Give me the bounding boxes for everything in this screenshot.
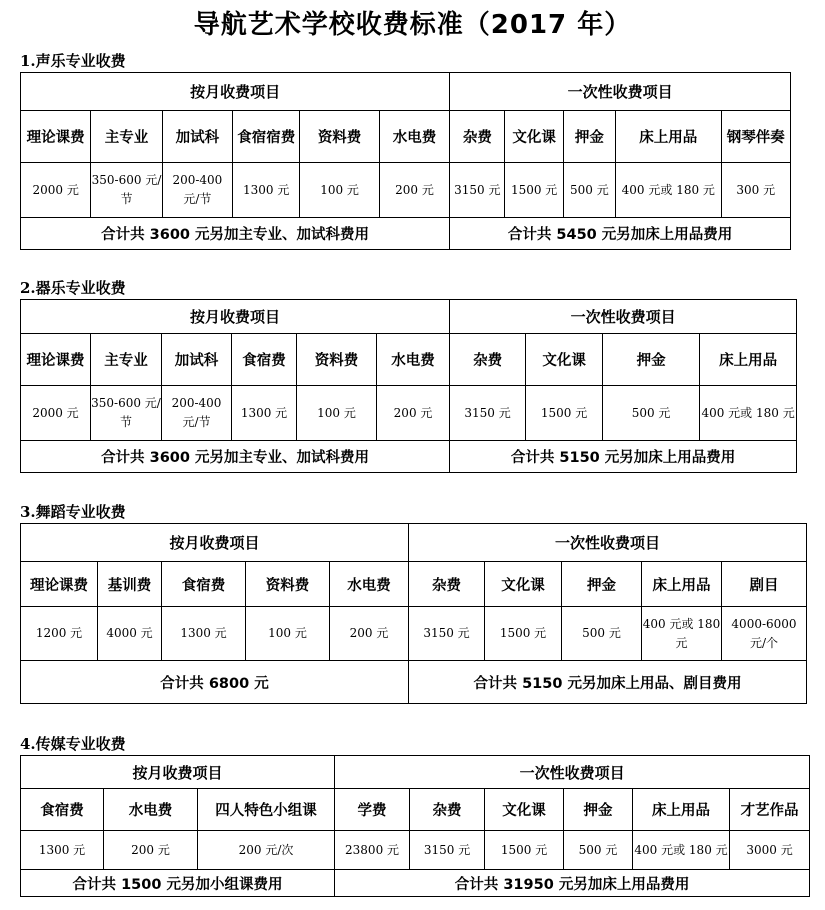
one-time-header: 一次性收费项目 <box>450 73 791 111</box>
fee-label: 理论课费 <box>21 111 91 163</box>
one-time-total: 合计共 31950 元另加床上用品费用 <box>335 870 810 897</box>
one-time-header: 一次性收费项目 <box>450 300 797 334</box>
fee-label: 才艺作品 <box>730 789 810 831</box>
fee-value: 1500 元 <box>505 163 563 218</box>
fee-label: 水电费 <box>330 562 409 607</box>
fee-table-dance <box>20 523 807 704</box>
fee-label: 加试科 <box>162 334 232 386</box>
fee-label: 主专业 <box>91 111 162 163</box>
fee-label: 资料费 <box>246 562 330 607</box>
fee-label: 杂费 <box>410 789 485 831</box>
monthly-total: 合计共 3600 元另加主专业、加试科费用 <box>21 441 450 473</box>
fee-label: 押金 <box>603 334 700 386</box>
fee-label: 水电费 <box>104 789 198 831</box>
fee-label: 食宿费 <box>21 789 104 831</box>
fee-value: 200 元 <box>377 386 450 441</box>
fee-value: 1200 元 <box>21 607 98 661</box>
section-title: 4.传媒专业收费 <box>20 735 126 753</box>
monthly-total: 合计共 1500 元另加小组课费用 <box>21 870 335 897</box>
fee-label: 主专业 <box>91 334 162 386</box>
fee-label: 资料费 <box>297 334 377 386</box>
fee-label: 基训费 <box>98 562 162 607</box>
one-time-total: 合计共 5150 元另加床上用品费用 <box>450 441 797 473</box>
fee-label: 食宿费 <box>232 334 297 386</box>
fee-value: 400 元或 180 元 <box>616 163 722 218</box>
fee-label: 杂费 <box>409 562 485 607</box>
fee-value: 500 元 <box>603 386 700 441</box>
fee-value: 2000 元 <box>21 386 91 441</box>
fee-value: 350-600 元/节 <box>91 386 162 441</box>
fee-label: 理论课费 <box>21 562 98 607</box>
fee-value: 100 元 <box>246 607 330 661</box>
fee-value: 200 元 <box>379 163 449 218</box>
monthly-total: 合计共 6800 元 <box>21 661 409 704</box>
fee-value: 200 元/次 <box>198 831 335 870</box>
fee-value: 350-600 元/节 <box>91 163 162 218</box>
fee-label: 文化课 <box>505 111 563 163</box>
fee-table-instrumental <box>20 299 797 473</box>
fee-value: 300 元 <box>721 163 790 218</box>
fee-label: 加试科 <box>162 111 232 163</box>
fee-value: 400 元或 180 元 <box>642 607 722 661</box>
fee-value: 4000-6000 元/个 <box>722 607 807 661</box>
fee-value: 1300 元 <box>21 831 104 870</box>
fee-label: 钢琴伴奏 <box>721 111 790 163</box>
fee-label: 杂费 <box>450 111 505 163</box>
fee-value: 200 元 <box>330 607 409 661</box>
fee-value: 2000 元 <box>21 163 91 218</box>
fee-value: 500 元 <box>563 163 615 218</box>
fee-label: 床上用品 <box>633 789 730 831</box>
fee-value: 3150 元 <box>410 831 485 870</box>
fee-value: 1300 元 <box>233 163 300 218</box>
fee-value: 1300 元 <box>162 607 246 661</box>
fee-label: 床上用品 <box>616 111 722 163</box>
fee-label: 文化课 <box>526 334 603 386</box>
fee-label: 食宿费 <box>162 562 246 607</box>
fee-label: 理论课费 <box>21 334 91 386</box>
one-time-total: 合计共 5150 元另加床上用品、剧目费用 <box>409 661 807 704</box>
fee-value: 400 元或 180 元 <box>633 831 730 870</box>
fee-value: 3150 元 <box>450 386 526 441</box>
section-title: 1.声乐专业收费 <box>20 52 126 70</box>
section-title: 3.舞蹈专业收费 <box>20 503 126 521</box>
fee-label: 食宿宿费 <box>233 111 300 163</box>
fee-value: 500 元 <box>562 607 642 661</box>
fee-label: 文化课 <box>485 562 562 607</box>
fee-label: 水电费 <box>377 334 450 386</box>
fee-value: 200-400 元/节 <box>162 163 232 218</box>
monthly-total: 合计共 3600 元另加主专业、加试科费用 <box>21 218 450 250</box>
fee-value: 400 元或 180 元 <box>700 386 797 441</box>
fee-table-vocal <box>20 72 791 250</box>
fee-value: 3150 元 <box>450 163 505 218</box>
one-time-total: 合计共 5450 元另加床上用品费用 <box>450 218 791 250</box>
fee-value: 100 元 <box>300 163 379 218</box>
fee-label: 杂费 <box>450 334 526 386</box>
fee-label: 学费 <box>335 789 410 831</box>
page-title: 导航艺术学校收费标准（2017 年） <box>193 10 632 40</box>
one-time-header: 一次性收费项目 <box>409 524 807 562</box>
fee-value: 3150 元 <box>409 607 485 661</box>
fee-value: 200-400 元/节 <box>162 386 232 441</box>
fee-label: 四人特色小组课 <box>198 789 335 831</box>
fee-value: 4000 元 <box>98 607 162 661</box>
fee-label: 押金 <box>562 562 642 607</box>
fee-label: 水电费 <box>379 111 449 163</box>
monthly-header: 按月收费项目 <box>21 756 335 789</box>
fee-label: 押金 <box>564 789 633 831</box>
fee-label: 押金 <box>563 111 615 163</box>
fee-value: 500 元 <box>564 831 633 870</box>
fee-value: 100 元 <box>297 386 377 441</box>
fee-value: 3000 元 <box>730 831 810 870</box>
fee-value: 1500 元 <box>526 386 603 441</box>
fee-label: 剧目 <box>722 562 807 607</box>
monthly-header: 按月收费项目 <box>21 524 409 562</box>
fee-table-media <box>20 755 810 897</box>
fee-label: 资料费 <box>300 111 379 163</box>
fee-value: 1500 元 <box>485 831 564 870</box>
fee-label: 床上用品 <box>642 562 722 607</box>
fee-value: 23800 元 <box>335 831 410 870</box>
fee-label: 床上用品 <box>700 334 797 386</box>
fee-value: 1300 元 <box>232 386 297 441</box>
fee-label: 文化课 <box>485 789 564 831</box>
monthly-header: 按月收费项目 <box>21 73 450 111</box>
one-time-header: 一次性收费项目 <box>335 756 810 789</box>
monthly-header: 按月收费项目 <box>21 300 450 334</box>
section-title: 2.器乐专业收费 <box>20 279 126 297</box>
fee-value: 200 元 <box>104 831 198 870</box>
fee-value: 1500 元 <box>485 607 562 661</box>
